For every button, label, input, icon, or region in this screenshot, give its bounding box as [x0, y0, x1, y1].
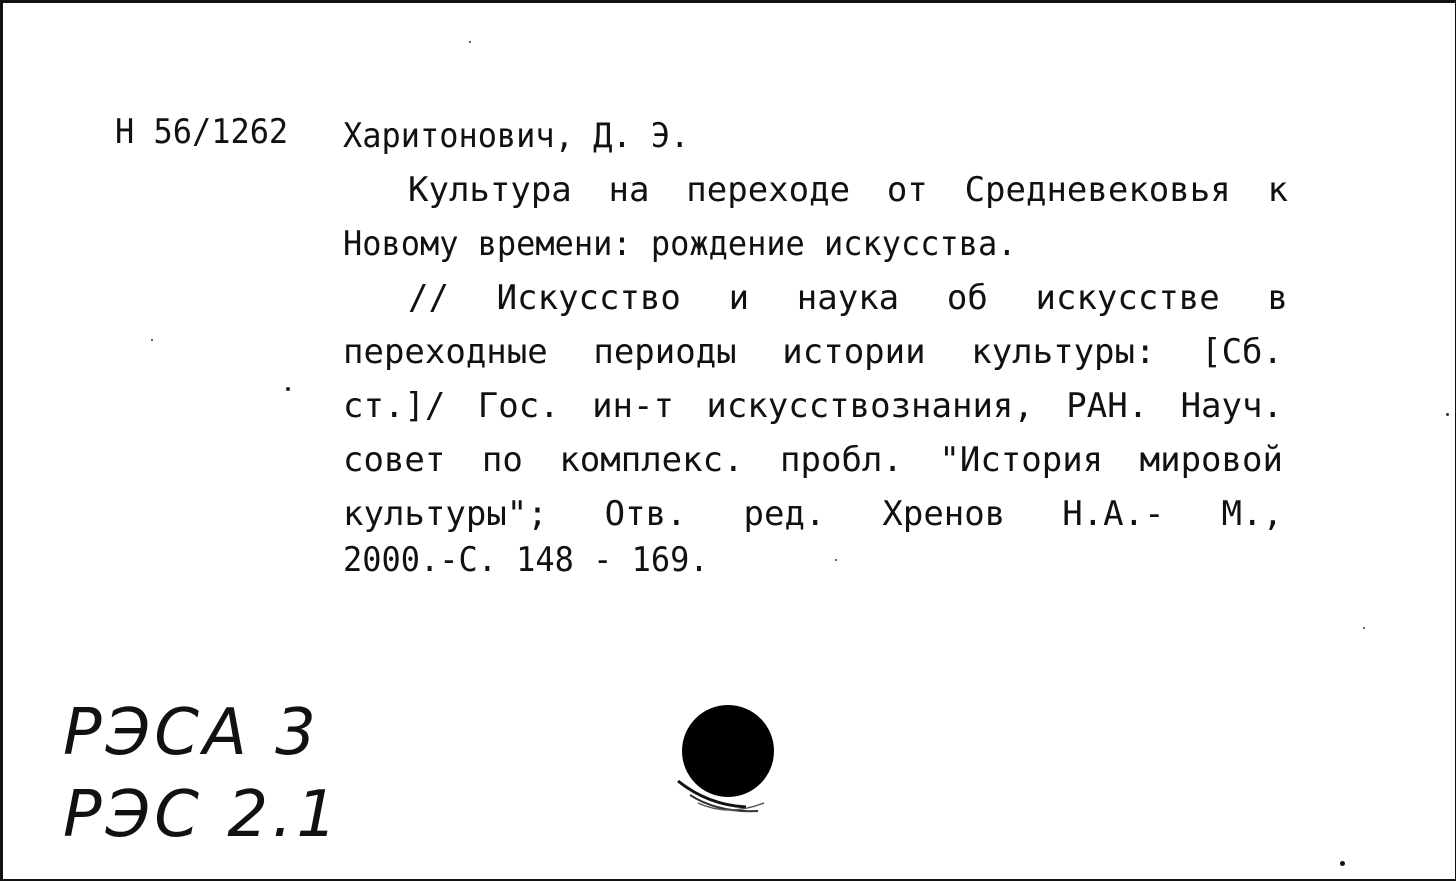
source-word: истории: [782, 332, 926, 372]
title-word: Средневековья: [964, 170, 1231, 210]
source-word: Хренов: [882, 494, 1006, 534]
source-word: Гос.: [477, 386, 560, 426]
handwritten-shelf-mark-2: РЭС 2.1: [63, 778, 342, 852]
punch-hole-scuff: [668, 773, 778, 823]
source-word: наука: [796, 278, 900, 318]
source-word: ин-т: [592, 386, 674, 426]
source-word: Искусство: [496, 278, 681, 318]
source-word: Науч.: [1180, 386, 1283, 426]
source-word: мировой: [1139, 440, 1283, 480]
source-word: об: [946, 278, 988, 318]
dust-speck: [286, 387, 290, 391]
source-word: [Сб.: [1201, 332, 1283, 372]
title-line-1: [408, 170, 1288, 210]
source-word: искусствознания,: [706, 386, 1034, 426]
author-heading: Харитонович, Д. Э.: [343, 116, 690, 156]
source-word: переходные: [343, 332, 548, 372]
source-word: периоды: [593, 332, 737, 372]
title-line-2: Новому времени: рождение искусства.: [343, 224, 1017, 264]
source-word: РАН.: [1066, 386, 1149, 426]
source-word: культуры";: [343, 494, 548, 534]
source-word: пробл.: [780, 440, 903, 480]
source-word: искусстве: [1035, 278, 1220, 318]
source-word: ст.]/: [343, 386, 446, 426]
title-word: к: [1267, 170, 1288, 210]
title-word: от: [886, 170, 928, 210]
source-word: Н.А.-: [1062, 494, 1165, 534]
source-word: ред.: [743, 494, 826, 534]
dust-speck: [1363, 627, 1365, 629]
title-word: Культура: [408, 170, 572, 210]
source-line-1: [408, 278, 1288, 318]
source-line-6: 2000.-С. 148 - 169.: [343, 540, 709, 580]
source-word: в: [1267, 278, 1288, 318]
source-line-3: [343, 386, 1283, 426]
source-line-2: [343, 332, 1283, 372]
source-word: по: [481, 440, 523, 480]
source-word: культуры:: [971, 332, 1156, 372]
dust-speck: [1446, 413, 1449, 416]
title-word: переходе: [686, 170, 851, 210]
source-line-4: [343, 440, 1283, 480]
dust-speck: [1340, 861, 1345, 866]
source-line-5: [343, 494, 1283, 534]
call-number: Н 56/1262: [115, 112, 289, 152]
source-word: комплекс.: [559, 440, 744, 480]
source-word: //: [408, 278, 449, 318]
source-word: совет: [343, 440, 446, 480]
source-word: Отв.: [604, 494, 687, 534]
dust-speck: [151, 339, 153, 341]
title-word: на: [608, 170, 650, 210]
dust-speck: [835, 559, 837, 561]
source-word: и: [728, 278, 750, 318]
dust-speck: [469, 41, 471, 43]
source-word: "История: [939, 440, 1104, 480]
source-word: М.,: [1221, 494, 1283, 534]
handwritten-shelf-mark-1: РЭСА 3: [63, 696, 320, 770]
